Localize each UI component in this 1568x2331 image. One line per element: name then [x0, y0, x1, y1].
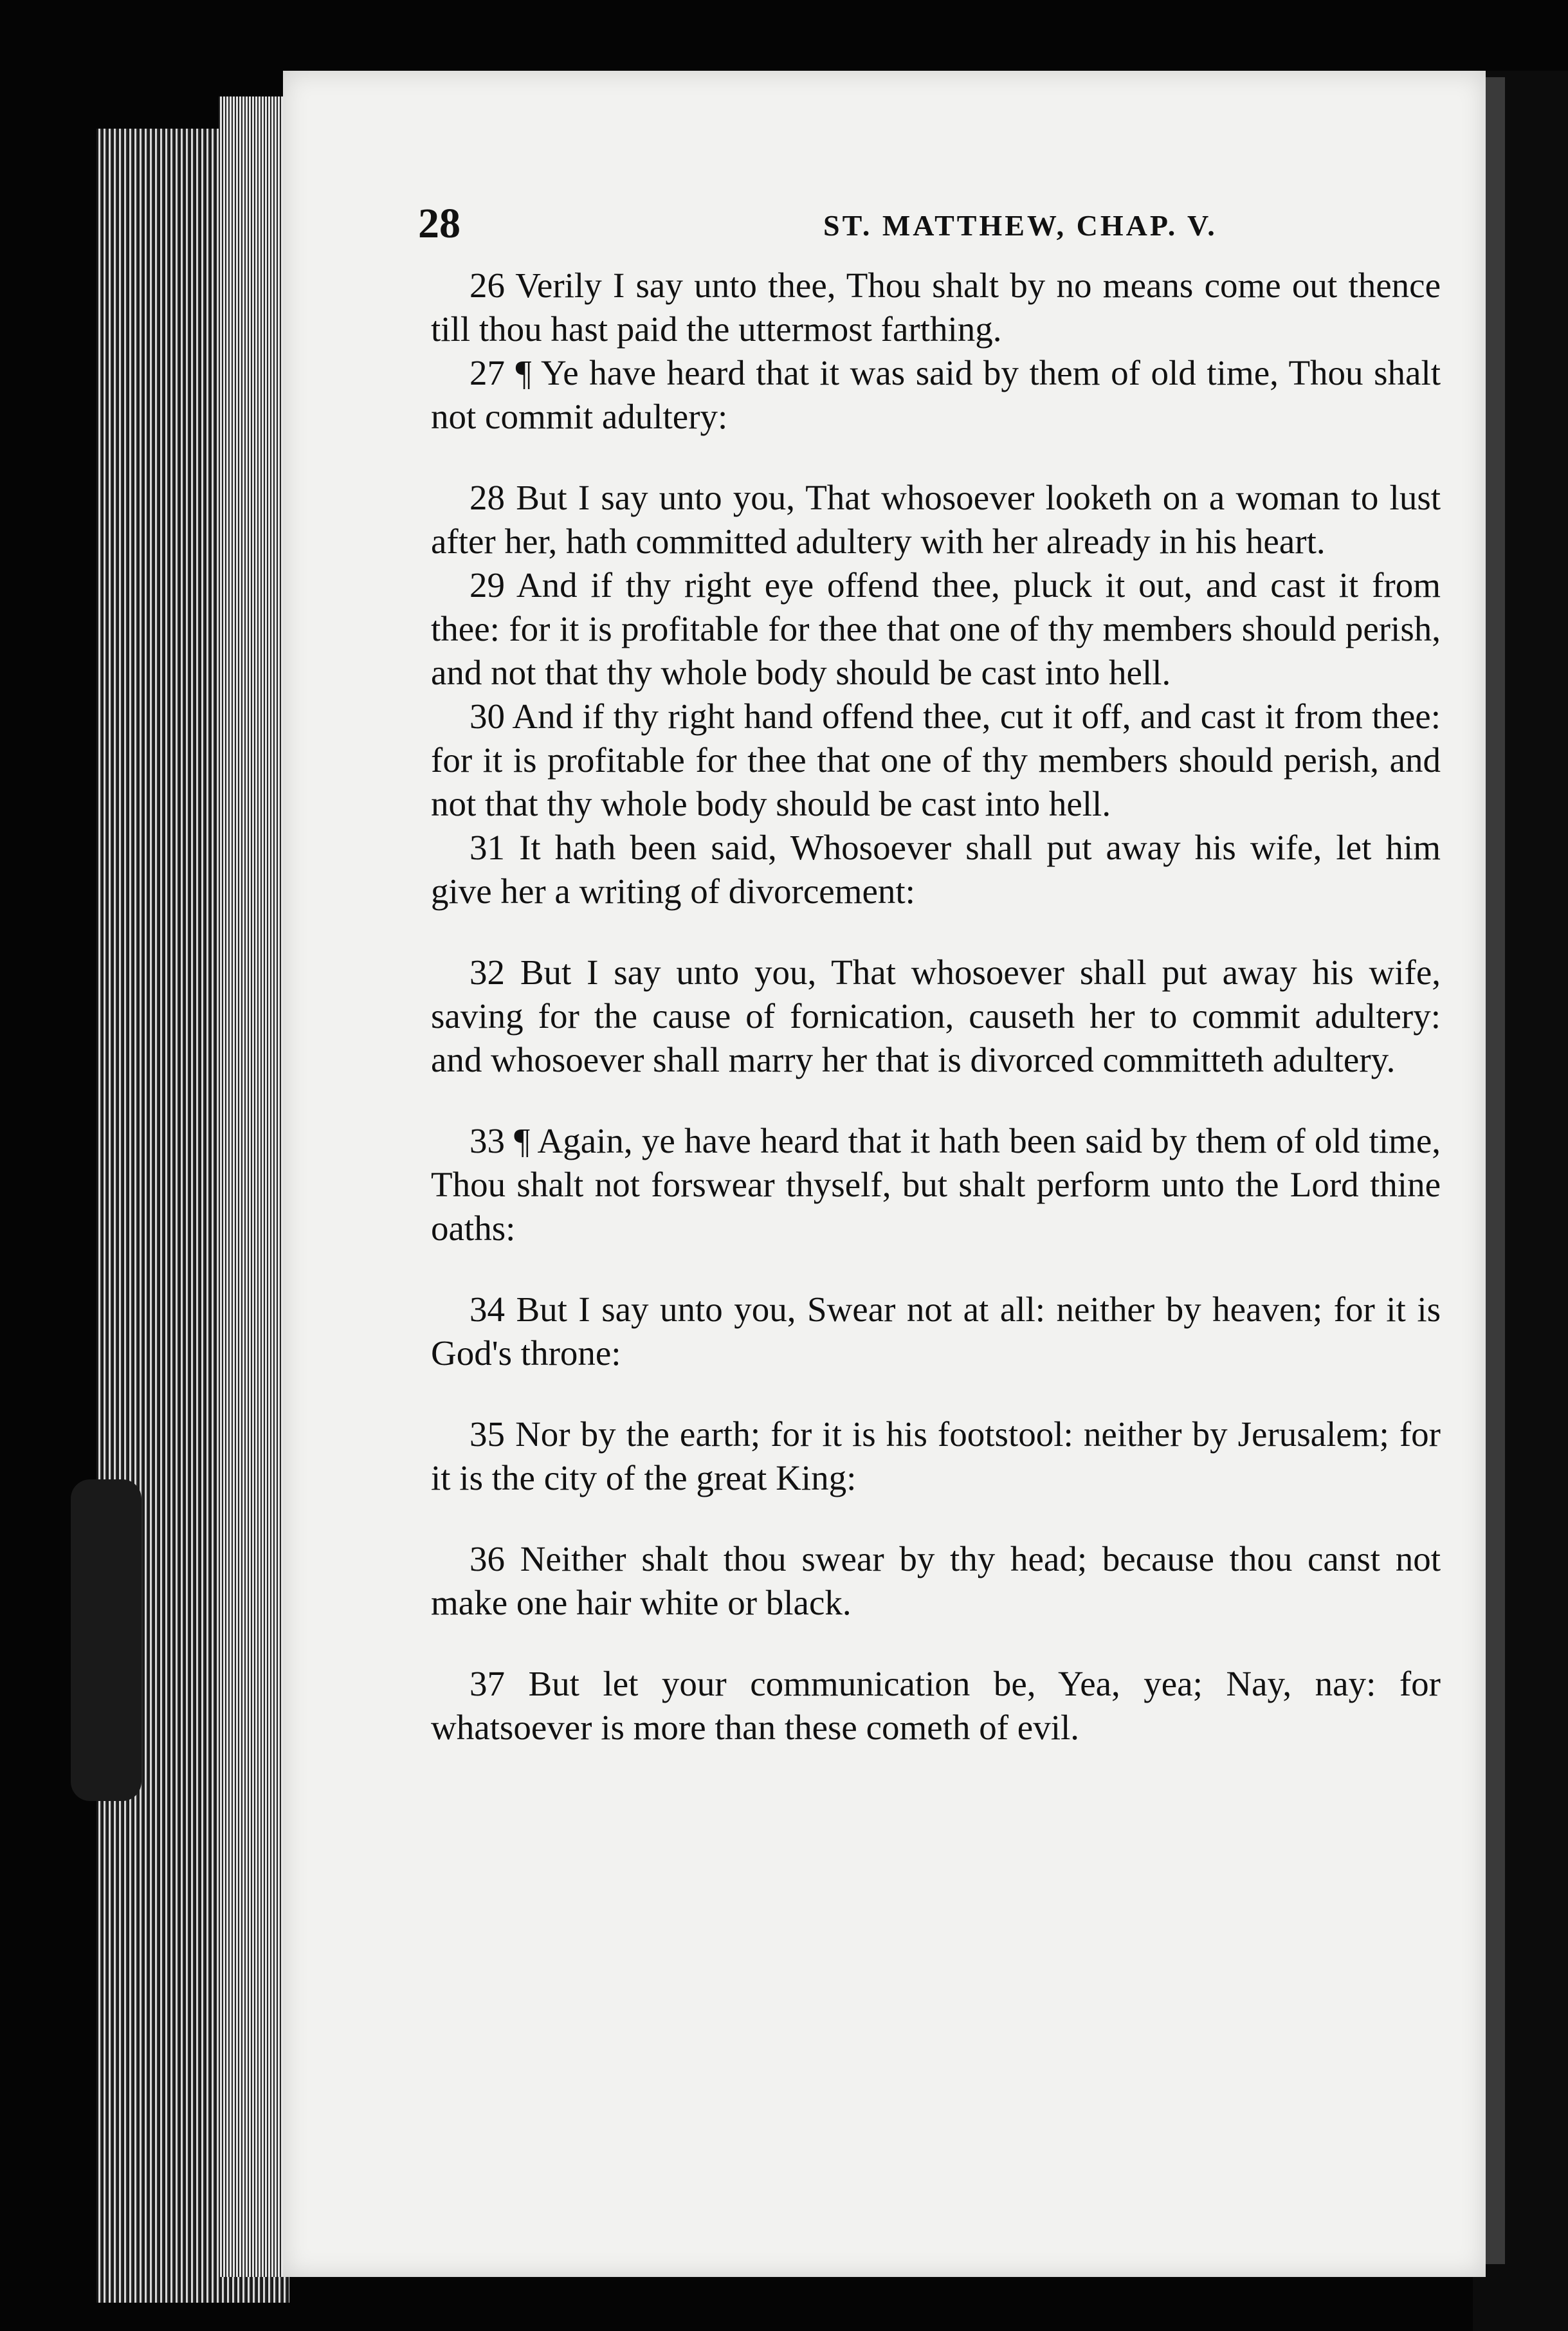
- verse-number: 30: [469, 697, 505, 736]
- verse-number: 27: [469, 353, 505, 392]
- verse-text: But I say unto you, Swear not at all: neither by heaven; for it is God's throne:: [431, 1290, 1441, 1373]
- verse-text: Nor by the earth; for it is his footstool: neither by Jerusalem; for it is the city of the great King:: [431, 1414, 1441, 1497]
- verse-29: [431, 563, 1441, 695]
- verse-number: 32: [469, 953, 505, 992]
- verse-number: 26: [469, 266, 505, 305]
- running-head: ST. MATTHEW, CHAP. V.: [823, 209, 1217, 242]
- verse-32: [431, 951, 1441, 1082]
- verse-text: Verily I say unto thee, Thou shalt by no means come out thence till thou hast paid the uttermost farthing.: [431, 266, 1441, 349]
- verse-text: But I say unto you, That whosoever looketh on a woman to lust after her, hath committed adultery with her already in his heart.: [431, 478, 1441, 561]
- verse-34: [431, 1288, 1441, 1375]
- scripture-text: [431, 264, 1441, 1750]
- page-number: 28: [418, 200, 460, 247]
- verse-text: Neither shalt thou swear by thy head; because thou canst not make one hair white or black.: [431, 1539, 1441, 1622]
- verse-33: [431, 1119, 1441, 1250]
- verse-text: But let your communication be, Yea, yea; Nay, nay: for whatsoever is more than these cometh of evil.: [431, 1664, 1441, 1747]
- verse-text: ¶ Again, ye have heard that it hath been said by them of old time, Thou shalt not forswear thyself, but shalt perform unto the Lord thine oaths:: [431, 1121, 1441, 1248]
- verse-number: 28: [469, 478, 505, 517]
- verse-number: 29: [469, 565, 505, 605]
- verse-number: 37: [469, 1664, 505, 1703]
- verse-text: But I say unto you, That whosoever shall put away his wife, saving for the cause of fornication, causeth her to commit adultery: and whosoever shall marry her that is divorced committeth adultery.: [431, 953, 1441, 1079]
- verse-36: [431, 1537, 1441, 1625]
- verse-26: [431, 264, 1441, 351]
- verse-27: [431, 351, 1441, 439]
- verse-37: [431, 1662, 1441, 1750]
- verse-30: [431, 695, 1441, 826]
- page-stack-edges: [219, 96, 283, 2277]
- scan-shadow: [71, 1479, 141, 1801]
- verse-35: [431, 1412, 1441, 1500]
- verse-number: 33: [469, 1121, 505, 1160]
- verse-31: [431, 826, 1441, 913]
- verse-text: It hath been said, Whosoever shall put away his wife, let him give her a writing of divorcement:: [431, 828, 1441, 911]
- verse-text: And if thy right eye offend thee, pluck it out, and cast it from thee: for it is profitable for thee that one of thy members should perish, and not that thy whole body should be cast into hell.: [431, 565, 1441, 692]
- page-header: [412, 199, 1441, 270]
- verse-number: 35: [469, 1414, 505, 1454]
- verse-28: [431, 476, 1441, 563]
- verse-text: And if thy right hand offend thee, cut it off, and cast it from thee: for it is profitable for thee that one of thy members should perish, and not that thy whole body should be cast into hell.: [431, 697, 1441, 823]
- verse-text: ¶ Ye have heard that it was said by them of old time, Thou shalt not commit adultery:: [431, 353, 1441, 436]
- verse-number: 36: [469, 1539, 505, 1578]
- verse-number: 34: [469, 1290, 505, 1329]
- verse-number: 31: [469, 828, 505, 867]
